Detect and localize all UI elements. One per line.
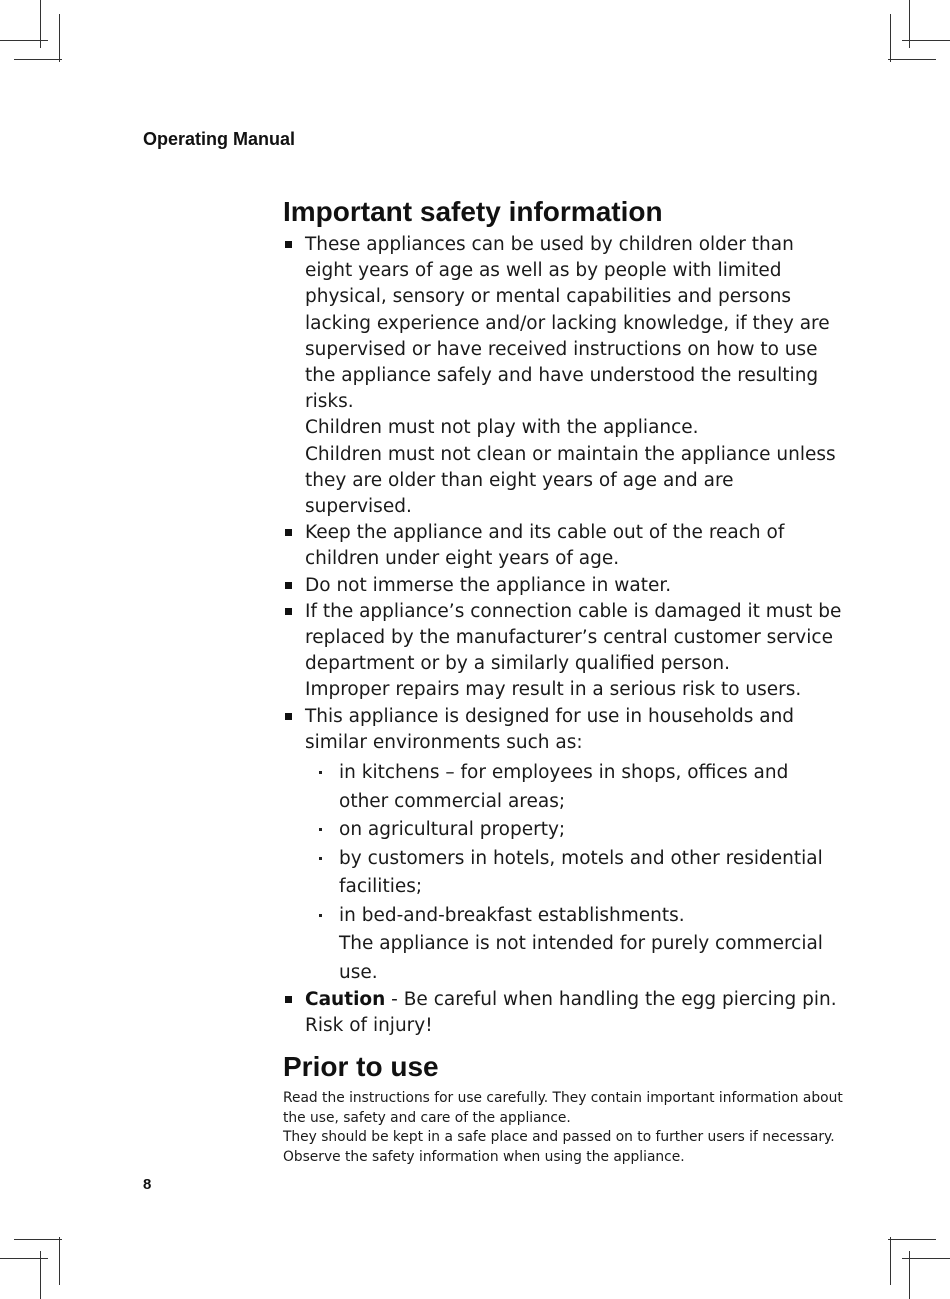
list-item xyxy=(283,599,843,704)
item-text: This appliance is designed for use in households and similar environments such as: xyxy=(305,705,795,753)
crop-mark xyxy=(902,1258,950,1259)
sublist-item: on agricultural property; xyxy=(305,816,843,845)
prior-body xyxy=(283,1089,843,1167)
running-header: Operating Manual xyxy=(143,129,296,149)
crop-mark xyxy=(0,1258,48,1259)
list-item xyxy=(283,520,843,572)
prior-paragraph: Read the instructions for use carefully. They contain important information about the use, safety and care of the appliance. xyxy=(283,1090,843,1126)
item-paragraph: If the appliance’s connection cable is damaged it must be replaced by the manufacturer’s central customer service department or by a similarly qualified person. xyxy=(305,600,842,675)
caution-text: - Be careful when handling the egg piercing pin. Risk of injury! xyxy=(305,989,837,1037)
list-item xyxy=(283,987,843,1039)
crop-mark xyxy=(888,1239,936,1240)
crop-mark xyxy=(14,59,62,60)
crop-mark xyxy=(888,59,936,60)
main-content xyxy=(283,192,843,1167)
caution-label: Caution xyxy=(305,989,386,1011)
crop-mark xyxy=(890,1237,891,1285)
safety-list xyxy=(283,232,843,1039)
crop-mark xyxy=(14,1239,62,1240)
page-number: 8 xyxy=(143,1176,152,1193)
list-item xyxy=(283,704,843,987)
crop-mark xyxy=(890,14,891,62)
sublist-item: in bed-and-breakfast establishments. xyxy=(305,902,843,931)
item-paragraph: Children must not clean or maintain the appliance unless they are older than eight years of age and are supervised. xyxy=(305,443,836,518)
sublist-item: by customers in hotels, motels and other residential facilities; xyxy=(305,845,843,902)
environment-sublist xyxy=(305,759,843,930)
crop-mark xyxy=(59,1237,60,1285)
list-item xyxy=(283,232,843,520)
list-item xyxy=(283,573,843,599)
item-paragraph: These appliances can be used by children older than eight years of age as well as by people with limited physical, sensory or mental capabilities and persons lacking experience and/or lacking knowledge, if they are supervised or have received instructions on how to use the appliance safely and have understood the resulting risks. xyxy=(305,234,830,413)
crop-mark xyxy=(59,14,60,62)
prior-paragraph: Observe the safety information when using the appliance. xyxy=(283,1148,685,1165)
sublist-item: in kitchens – for employees in shops, offices and other commercial areas; xyxy=(305,759,843,816)
prior-paragraph: They should be kept in a safe place and passed on to further users if necessary. xyxy=(283,1129,835,1146)
item-paragraph: Improper repairs may result in a serious risk to users. xyxy=(305,679,802,701)
prior-section xyxy=(283,1047,843,1167)
prior-heading: Prior to use xyxy=(283,1051,439,1083)
item-paragraph: Children must not play with the appliance. xyxy=(305,417,699,439)
crop-mark xyxy=(902,40,950,41)
crop-mark xyxy=(0,40,48,41)
safety-heading: Important safety information xyxy=(283,196,663,227)
item-text: Keep the appliance and its cable out of the reach of children under eight years of age. xyxy=(305,522,785,570)
item-text: Do not immerse the appliance in water. xyxy=(305,574,672,596)
commercial-use-note: The appliance is not intended for purely commercial use. xyxy=(339,933,823,983)
